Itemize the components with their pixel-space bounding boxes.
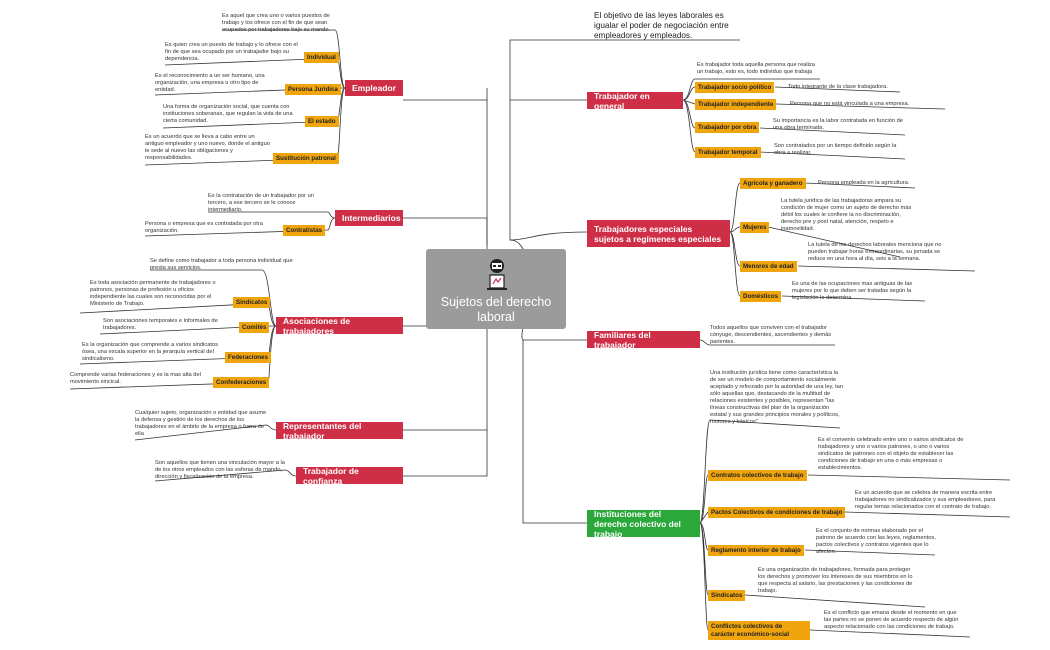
branch-intermediarios[interactable]: Intermediarios [335,210,403,226]
desc-individual: Es quien crea un puesto de trabajo y lo ofrece con el fin de que sea ocupado por un trabajador bajo su dependencia. [165,42,298,62]
desc-temporal: Son contratados por un tiempo definido según la obra a realizar. [774,143,897,156]
desc-instituciones: Una institución jurídica tiene como característica la de ser un modelo de comportamiento socialmente aceptado y reforzado por la autoridad de una ley, tan sólo aquellas que, destacando de la multitud de relaciones existentes y posibles, representan "las líneas constructivas del plan de la organización estatal y sus grandes principios morales y políticos, motores y básicos" [710,370,844,425]
desc-representantes: Cualquier sujeto, organización o entidad que asume la defensa y gestión de los derechos de los trabajadores en el ámbito de la empresa o fuera de ella [135,410,267,437]
desc-comites: Son asociaciones temporales e informales de trabajadores. [103,318,218,331]
sub-mujeres[interactable]: Mujeres [740,222,769,233]
desc-independiente: Persona que no está vinculada a una empresa. [790,101,910,107]
desc-confederaciones: Comprende varias federaciones y es la mas alta del movimiento sincical. [70,372,201,385]
sub-independiente[interactable]: Trabajador independiente [695,99,776,110]
sub-agricola[interactable]: Agrícola y ganadero [740,178,806,189]
desc-contratistas: Persona o empresa que es contratada por otra organización. [145,221,263,234]
central-topic[interactable] [426,249,566,329]
sub-el-estado[interactable]: El estado [305,116,339,127]
desc-pactos-colectivos: Es un acuerdo que se celebra de manera escrita entre trabajadores no sindicalizados y sus empleadores, para regular temas relacionados con el contrato de trabajo. [855,490,996,510]
branch-familiares[interactable]: Familiares del trabajador [587,331,700,348]
sub-menores[interactable]: Menores de edad [740,261,797,272]
sub-domesticos[interactable]: Domésticos [740,291,781,302]
desc-asociaciones: Se define como trabajador a toda persona individual que presta sus servicios. [150,258,293,271]
sub-socio-politico[interactable]: Trabajador socio político [695,82,774,93]
sub-federaciones[interactable]: Federaciones [225,352,271,363]
desc-persona-juridica: Es el reconocimiento a un ser humano, una organización, una empresa u otro tipo de entidad. [155,73,265,93]
desc-por-obra: Su importancia es la labor contratada en función de una obra terminada. [773,118,903,131]
branch-instituciones[interactable]: Instituciones del derecho colectivo del trabajo [587,510,700,537]
person-laptop-icon [486,257,508,293]
sub-sustitucion-patronal[interactable]: Sustitución patronal [273,153,339,164]
desc-federaciones: Es la organización que comprende a varios sindicatos ósea, una escala superior en la jerarquía vertical del sindicalismo. [82,342,218,362]
desc-trabajador-general: Es trabajador toda aquella persona que realiza un trabajo, esto es, todo individuo que trabaja [697,62,815,75]
desc-familiares: Todos aquellos que conviven con el trabajador cónyuge, descendientes, ascendientes y demás parientes. [710,325,832,345]
branch-trabajador-general[interactable]: Trabajador en general [587,92,683,109]
desc-agricola: Persona empleada en la agricultura. [818,180,910,186]
sub-temporal[interactable]: Trabajador temporal [695,147,761,158]
desc-socio-politico: Todo integrante de la clase trabajadora. [788,84,888,90]
sub-contratistas[interactable]: Contratistas [283,225,325,236]
branch-asociaciones[interactable]: Asociaciones de trabajadores [276,317,403,334]
sub-persona-juridica[interactable]: Persona Jurídica [285,84,341,95]
sub-conflictos-colectivos[interactable]: Conflictos colectivos de carácter económico-social [708,621,810,640]
desc-sindicatos-left: Es toda asociación permanente de trabajadores o patronos, personas de profesión u oficios independiente las cuales son reconocidas por el Ministerio de Trabajo. [90,280,216,307]
desc-el-estado: Una forma de organización social, que cuenta con instituciones soberanas, que regulan la vida de una cierta comunidad. [163,104,293,124]
sub-comites[interactable]: Comités [239,322,269,333]
sub-pactos-colectivos[interactable]: Pactos Colectivos de condiciones de trabajo [708,507,845,518]
objective-note: El objetivo de las leyes laborales es igualar el poder de negociación entre empleadores y empleados. [594,11,729,40]
desc-sindicatos-right: Es una organización de trabajadores, formada para proteger los derechos y promover los intereses de sus miembros en lo que respecta al salario, las prestaciones y las condiciones de trabajo. [758,567,913,594]
sub-sindicatos-left[interactable]: Sindicatos [233,297,270,308]
branch-empleador[interactable]: Empleador [345,80,403,96]
desc-empleador: Es aquel que crea uno o varios puestos de trabajo y los ofrece con el fin de que sean ocupados por trabajadores bajo su mando. [222,13,331,33]
sub-por-obra[interactable]: Trabajador por obra [695,122,759,133]
desc-sustitucion-patronal: Es un acuerdo que se lleva a cabo entre un antiguo empleador y uno nuevo, donde el antiguo le sede al nuevo las obligaciones y responsabilidades. [145,134,270,161]
branch-representantes[interactable]: Representantes del trabajador [276,422,403,439]
desc-mujeres: La tutela jurídica de las trabajadoras ampara su condición de mujer como un sujeto de derecho más débil los cuales le confiere la no discriminación, derecho pre y post natal, atención, respeto e inamovilidad. [781,198,912,232]
branch-especiales[interactable]: Trabajadores especiales sujetos a regímenes especiales [587,220,730,247]
branch-confianza[interactable]: Trabajador de confianza [296,467,403,484]
desc-menores: La tutela de los derechos laborales menciona que no pueden trabajar horas extraordinarias, su jornada se reduce en una hora al día, seis a la semana. [808,242,942,262]
sub-contratos-colectivos[interactable]: Contratos colectivos de trabajo [708,470,807,481]
desc-intermediarios: Es la contratación de un trabajador por un tercero, a ese tercero se le conoce intermediario. [208,193,314,213]
desc-contratos-colectivos: Es el convenio celebrado entre uno o varios sindicatos de trabajadores y uno o varios patrones, o uno o varios sindicatos de patrones con el objeto de establecer las condiciones de trabajo en una o más empresas o establecimientos. [818,437,964,471]
desc-confianza: Son aquellos que tienen una vinculación mayor a la de los otros empleados con las esferas de mando, dirección y fiscalización de la empresa. [155,460,285,480]
desc-domesticos: Es una de las ocupaciones mas antiguas de las mujeres por lo que deben ser tratadas según la legislación lo determina. [792,281,913,301]
sub-sindicatos-right[interactable]: Sindicatos [708,590,745,601]
central-topic-title: Sujetos del derecho laboral [440,295,552,324]
sub-reglamento-interior[interactable]: Reglamento interior de trabajo [708,545,804,556]
desc-reglamento-interior: Es el conjunto de normas elaborado por el patrono de acuerdo con las leyes, reglamentos, pactos colectivos y contratos vigentes que lo afecten. [816,528,936,555]
sub-individual[interactable]: Individual [304,52,339,63]
sub-confederaciones[interactable]: Confederaciones [213,377,269,388]
desc-conflictos-colectivos: Es el conflicto que emana desde el momento en que las partes no se ponen de acuerdo respecto de algún aspecto relacionado con las condiciones de trabajo. [824,610,959,630]
